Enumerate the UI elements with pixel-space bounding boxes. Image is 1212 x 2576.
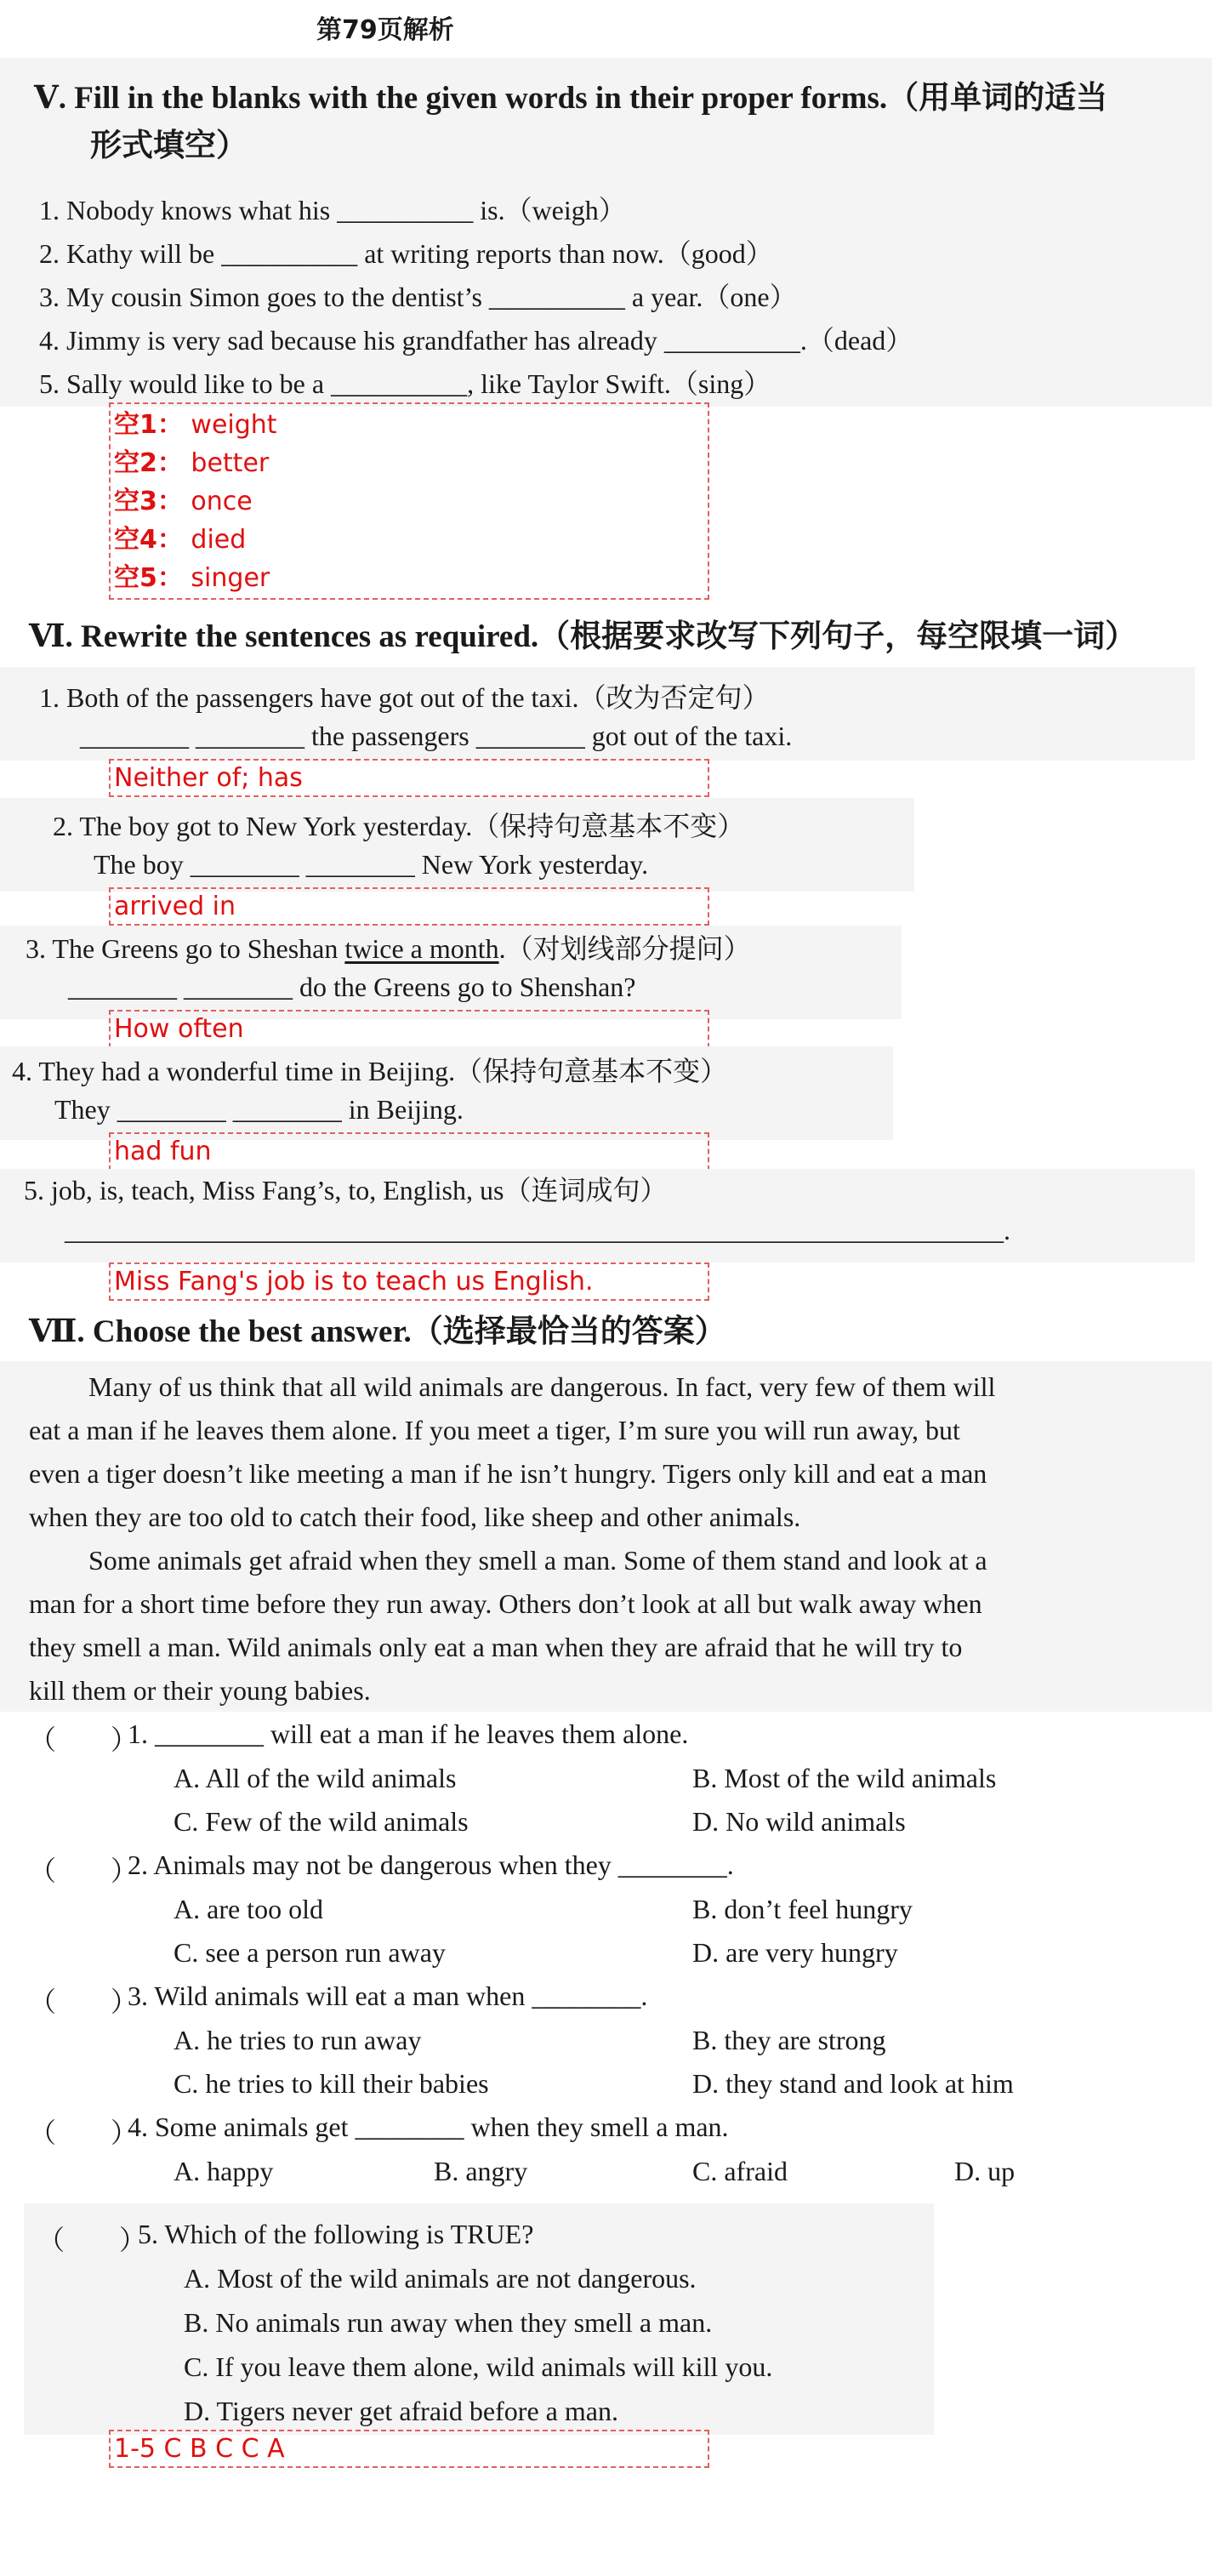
s6-q5-answer: Miss Fang's job is to teach us English. (109, 1262, 709, 1301)
section7-heading: Ⅶ. Choose the best answer.（选择最恰当的答案） (29, 1314, 726, 1349)
q1-option-a: A. All of the wild animals (174, 1763, 457, 1793)
section7-answer: 1-5 C B C C A (109, 2430, 709, 2468)
q3-option-a: A. he tries to run away (174, 2025, 422, 2055)
answer-line-3: 空3： once (114, 487, 253, 516)
s6-q1-line: ________ ________ the passengers ________ got out of the taxi. (80, 721, 793, 751)
q4-option-b: B. angry (434, 2156, 528, 2186)
section5-item-3: 3. My cousin Simon goes to the dentist’s __________ a year.（one） (39, 282, 797, 312)
section5-answer-box (109, 402, 709, 600)
q1-option-c: C. Few of the wild animals (174, 1806, 469, 1837)
s6-q3-underlined: twice a month (344, 933, 499, 964)
s6-q4-text: 4. They had a wonderful time in Beijing.（保持句意基本不变） (12, 1056, 728, 1086)
para1-line-3: even a tiger doesn’t like meeting a man if he isn’t hungry. Tigers only kill and eat a man (29, 1458, 987, 1489)
para2-line-1: Some animals get afraid when they smell a man. Some of them stand and look at a (88, 1545, 987, 1576)
q4-stem: 4. Some animals get ________ when they smell a man. (128, 2112, 729, 2142)
s6-q5-line: _____________________________________________________________________. (65, 1215, 1010, 1245)
q2-option-b: B. don’t feel hungry (692, 1894, 913, 1924)
q4-bracket: （ ） (29, 2117, 139, 2148)
q5-option-d: D. Tigers never get afraid before a man. (184, 2396, 618, 2426)
para1-line-2: eat a man if he leaves them alone. If you meet a tiger, I’m sure you will run away, but (29, 1415, 960, 1445)
q1-bracket: （ ） (29, 1724, 139, 1755)
q4-option-c: C. afraid (692, 2156, 788, 2186)
section5-item-1: 1. Nobody knows what his __________ is.（weigh） (39, 195, 626, 225)
s6-q3-text: 3. The Greens go to Sheshan twice a month.（对划线部分提问） (26, 933, 751, 964)
para1-line-1: Many of us think that all wild animals are dangerous. In fact, very few of them will (88, 1371, 996, 1402)
q1-option-b: B. Most of the wild animals (692, 1763, 997, 1793)
q4-option-a: A. happy (174, 2156, 274, 2186)
q3-option-b: B. they are strong (692, 2025, 886, 2055)
answer-line-4: 空4： died (114, 525, 247, 555)
q2-stem: 2. Animals may not be dangerous when they ________. (128, 1849, 734, 1880)
section6-heading: Ⅵ. Rewrite the sentences as required.（根据要求改写下列句子，每空限填一词） (29, 619, 1137, 654)
s6-q1-text: 1. Both of the passengers have got out of the taxi.（改为否定句） (39, 682, 770, 713)
q3-option-c: C. he tries to kill their babies (174, 2068, 489, 2099)
q5-stem: 5. Which of the following is TRUE? (138, 2219, 534, 2249)
para1-line-4: when they are too old to catch their food, like sheep and other animals. (29, 1502, 801, 1532)
s6-q2-line: The boy ________ ________ New York yesterday. (94, 849, 649, 880)
section5-heading-cont: 形式填空） (90, 128, 248, 163)
q2-bracket: （ ） (29, 1855, 139, 1886)
q5-option-c: C. If you leave them alone, wild animals will kill you. (184, 2351, 773, 2382)
q3-stem: 3. Wild animals will eat a man when ________. (128, 1980, 648, 2011)
s6-q3-answer: How often (109, 1010, 709, 1048)
s6-q4-answer: had fun (109, 1132, 709, 1171)
answer-line-1: 空1： weight (114, 410, 277, 440)
q4-option-d: D. up (954, 2156, 1016, 2186)
s6-q4-line: They ________ ________ in Beijing. (54, 1094, 464, 1125)
section5-item-5: 5. Sally would like to be a __________, like Taylor Swift.（sing） (39, 368, 771, 399)
answer-line-2: 空2： better (114, 448, 270, 478)
s6-q2-text: 2. The boy got to New York yesterday.（保持句意基本不变） (53, 811, 745, 841)
q2-option-a: A. are too old (174, 1894, 323, 1924)
s6-q2-answer: arrived in (109, 887, 709, 926)
section5-heading: Ⅴ. Fill in the blanks with the given words in their proper forms.（用单词的适当 (34, 81, 1108, 116)
answer-line-5: 空5： singer (114, 563, 270, 593)
section5-item-4: 4. Jimmy is very sad because his grandfather has already __________.（dead） (39, 325, 913, 356)
q3-bracket: （ ） (29, 1986, 139, 2017)
s6-q1-answer: Neither of; has (109, 759, 709, 797)
q2-option-c: C. see a person run away (174, 1937, 446, 1968)
q2-option-d: D. are very hungry (692, 1937, 898, 1968)
q1-option-d: D. No wild animals (692, 1806, 906, 1837)
s6-q3-line: ________ ________ do the Greens go to Shenshan? (68, 972, 636, 1002)
para2-line-3: they smell a man. Wild animals only eat a man when they are afraid that he will try to (29, 1632, 963, 1662)
s6-q5-text: 5. job, is, teach, Miss Fang’s, to, English, us（连词成句） (24, 1175, 668, 1205)
section5-item-2: 2. Kathy will be __________ at writing reports than now.（good） (39, 238, 773, 269)
page-title: 第79页解析 (316, 15, 454, 45)
q5-option-a: A. Most of the wild animals are not dangerous. (184, 2263, 697, 2294)
q5-option-b: B. No animals run away when they smell a man. (184, 2307, 713, 2338)
q3-option-d: D. they stand and look at him (692, 2068, 1014, 2099)
para2-line-4: kill them or their young babies. (29, 1675, 371, 1706)
q1-stem: 1. ________ will eat a man if he leaves them alone. (128, 1718, 689, 1749)
para2-line-2: man for a short time before they run away. Others don’t look at all but walk away when (29, 1588, 982, 1619)
q5-bracket: （ ） (37, 2225, 147, 2255)
